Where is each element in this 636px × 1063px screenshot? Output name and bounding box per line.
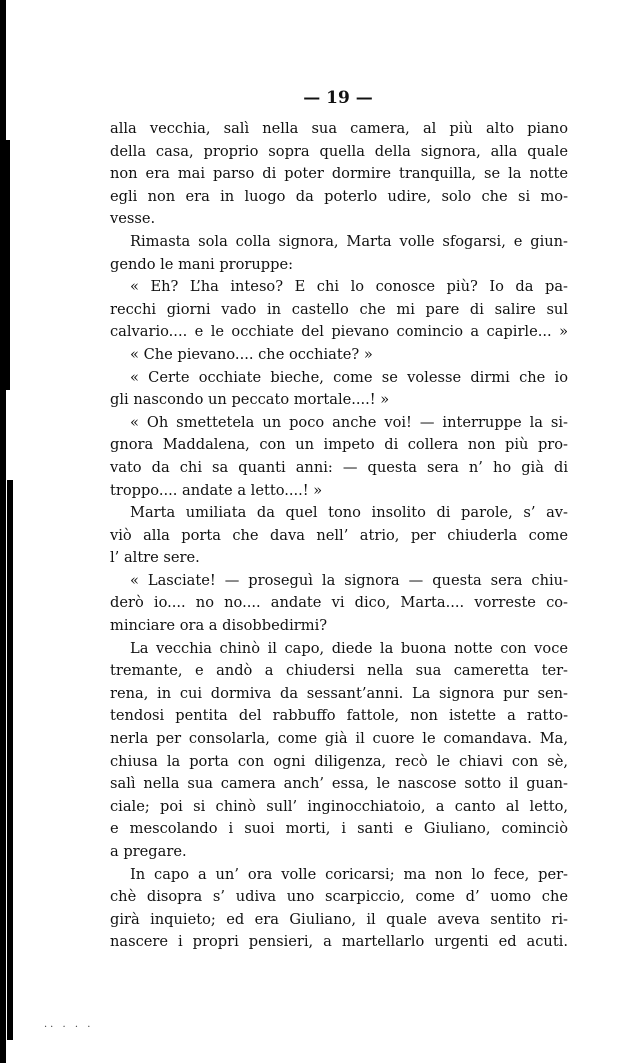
text-line: ciale; poi si chinò sull’ inginocchiatoio, a canto al letto, — [110, 797, 568, 815]
text-line: « Lasciate! — proseguì la signora — questa sera chiu- — [130, 571, 568, 589]
text-line: recchi giorni vado in castello che mi pare di salire sul — [110, 300, 568, 318]
text-line: gendo le mani proruppe: — [110, 255, 294, 273]
page-number: — 19 — — [303, 88, 373, 108]
text-line: derò io.... no no.... andate vi dico, Marta.... vorreste co- — [110, 594, 568, 612]
text-line: vesse. — [110, 210, 156, 228]
text-line: « Certe occhiate bieche, come se volesse dirmi che io — [130, 368, 568, 386]
text-line: calvario.... e le occhiate del pievano comincio a capirle... » — [110, 323, 568, 341]
text-line: nascere i propri pensieri, a martellarlo urgenti ed acuti. — [110, 933, 568, 951]
text-line: alla vecchia, salì nella sua camera, al più alto piano — [110, 120, 568, 137]
text-line: viò alla porta che dava nell’ atrio, per chiuderla come — [110, 526, 568, 544]
text-line: gli nascondo un peccato mortale....! » — [110, 391, 390, 409]
text-line: l’ altre sere. — [110, 549, 200, 567]
text-line: chè disopra s’ udiva uno scarpiccio, come d’ uomo che — [110, 888, 568, 906]
text-line: « Eh? L’ha inteso? E chi lo conosce più? Io da pa- — [130, 278, 568, 296]
text-line: « Oh smettetela un poco anche voi! — interruppe la si- — [130, 413, 568, 431]
text-line: tendosi pentita del rabbuffo fattole, non istette a ratto- — [110, 707, 568, 725]
text-line: Marta umiliata da quel tono insolito di parole, s’ av- — [130, 504, 568, 522]
text-line: tremante, e andò a chiudersi nella sua cameretta ter- — [110, 662, 568, 680]
text-line: girà inquieto; ed era Giuliano, il quale aveva sentito ri- — [110, 910, 568, 928]
text-line: In capo a un’ ora volle coricarsi; ma non lo fece, per- — [130, 865, 568, 883]
text-line: a pregare. — [110, 843, 187, 860]
text-line: minciare ora a disobbedirmi? — [110, 617, 328, 635]
body-text — [110, 118, 568, 954]
binding-strip — [7, 480, 13, 1040]
binding-strip — [6, 140, 10, 390]
text-line: salì nella sua camera anch’ essa, le nascose sotto il guan- — [110, 775, 568, 793]
binding-edge-shadow — [0, 0, 14, 1063]
text-line: « Che pievano.... che occhiate? » — [130, 345, 373, 363]
text-line: La vecchia chinò il capo, diede la buona notte con voce — [130, 639, 568, 657]
text-line: troppo.... andate a letto....! » — [110, 481, 323, 499]
text-line: della casa, proprio sopra quella della signora, alla quale — [110, 142, 568, 160]
text-line: Rimasta sola colla signora, Marta volle sfogarsi, e giun- — [130, 232, 568, 250]
text-line: nerla per consolarla, come già il cuore le comandava. Ma, — [110, 730, 568, 748]
text-line: non era mai parso di poter dormire tranquilla, se la notte — [110, 165, 568, 183]
text-line: rena, in cui dormiva da sessant’anni. La signora pur sen- — [110, 684, 568, 702]
text-line: egli non era in luogo da poterlo udire, solo che si mo- — [110, 187, 568, 205]
text-line: e mescolando i suoi morti, i santi e Giuliano, cominciò — [110, 820, 568, 838]
text-line: vato da chi sa quanti anni: — questa sera n’ ho già di — [110, 458, 568, 476]
text-line: chiusa la porta con ogni diligenza, recò le chiavi con sè, — [110, 752, 568, 770]
margin-marks: ·· · · · — [44, 1022, 94, 1033]
text-line: gnora Maddalena, con un impeto di collera non più pro- — [110, 436, 568, 454]
